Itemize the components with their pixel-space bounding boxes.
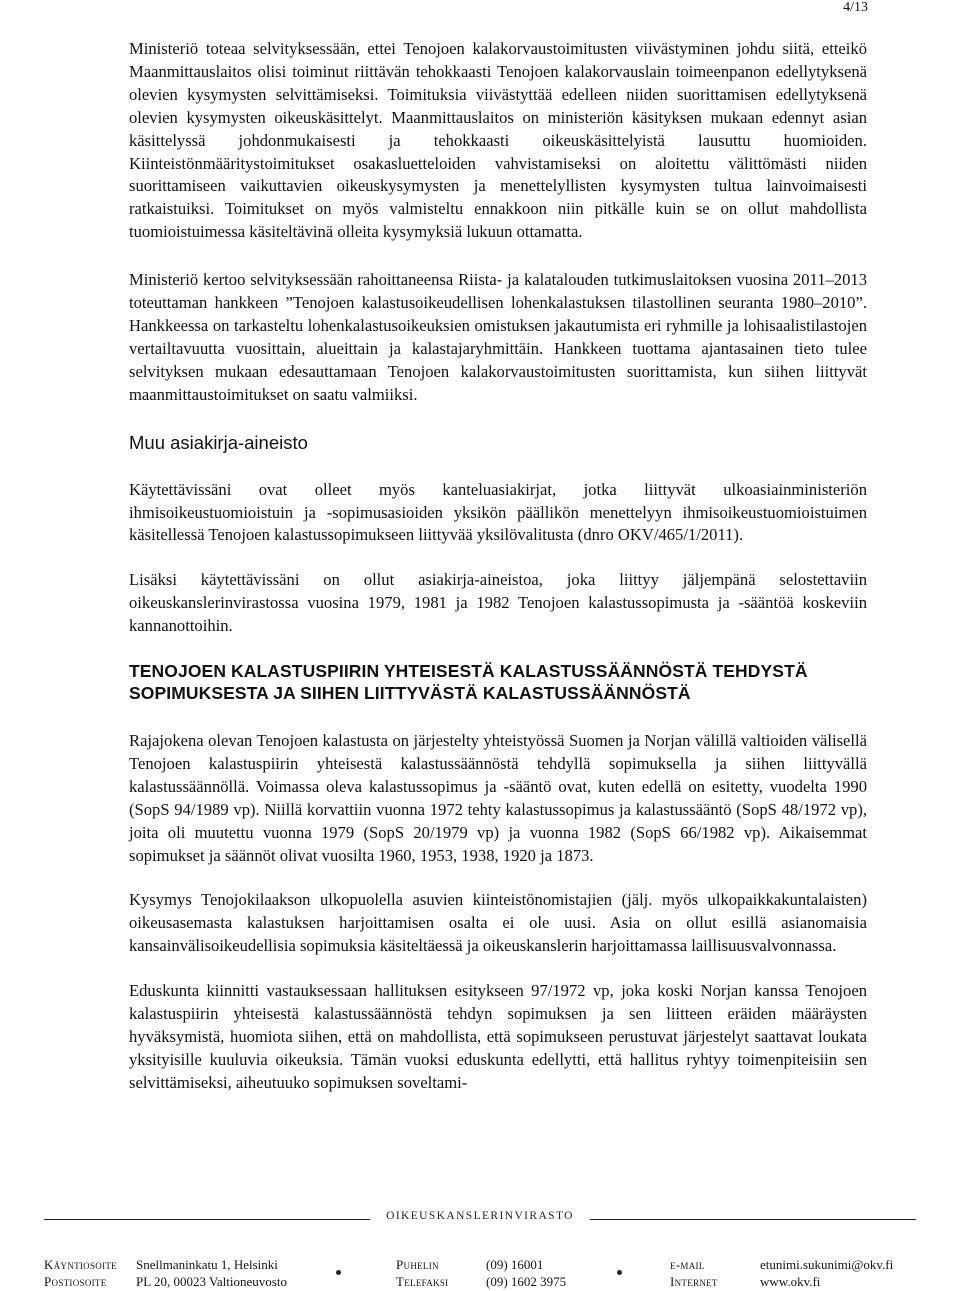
- footer-separator-dot: [336, 1270, 341, 1275]
- footer-web-value[interactable]: www.okv.fi: [760, 1274, 821, 1289]
- footer-separator-dot: [617, 1270, 622, 1275]
- paragraph-5: Rajajokena olevan Tenojoen kalastusta on järjestelty yhteistyössä Suomen ja Norjan välillä valtioiden välisellä Tenojoen kalastuspiirin yhteisestä kalastussäännöstä tehdyllä sopimuksella ja siihen liittyvällä kalastussäännöllä. Voimassa oleva kalastussopimus ja -sääntö ovat, kuten edellä on esitetty, vuodelta 1990 (SopS 94/1989 vp). Niillä korvattiin vuonna 1972 tehty kalastussopimus ja kalastussääntö (SopS 48/1972 vp), joita oli muutettu vuonna 1979 (SopS 20/1979 vp) ja vuonna 1982 (SopS 66/1982 vp). Aikaisemmat sopimukset ja säännöt olivat vuosilta 1960, 1953, 1938, 1920 ja 1873.: [129, 731, 867, 865]
- subheading-other-documents: Muu asiakirja-aineisto: [129, 431, 308, 453]
- document-body: [129, 38, 867, 1117]
- footer-divider-right: [590, 1219, 916, 1220]
- footer-web-label: Internet: [670, 1274, 718, 1289]
- paragraph-3: Käytettävissäni ovat olleet myös kanteluasiakirjat, jotka liittyvät ulkoasiainministeriön ihmisoikeustuomioistuin ja -sopimusasioiden yksikön päällikön menettelyyn ihmisoikeustuomioistuimen käsitellessä Tenojoen kalastussopimukseen liittyvää yksilövalitusta (dnro OKV/465/1/2011).: [129, 479, 867, 545]
- paragraph-7: Eduskunta kiinnitti vastauksessaan hallituksen esitykseen 97/1972 vp, joka koski Norjan kanssa Tenojoen kalastuspiirin yhteisestä kalastussäännöstä tehdyn sopimuksen ja sen liitteen eräiden määräysten hyväksymistä, huomiota siihen, että on mahdollista, että sopimukseen perustuvat järjestelyt saattavat loukata yksityisille kuuluvia oikeuksia. Tämän vuoksi eduskunta edellytti, että hallitus ryhtyy toimenpiteisiin sen selvittämiseksi, aiheutuuko sopimuksen soveltami-: [129, 981, 867, 1092]
- footer-divider-left: [44, 1219, 370, 1220]
- footer-fax-value: (09) 1602 3975: [486, 1274, 567, 1289]
- paragraph-4: Lisäksi käytettävissäni on ollut asiakirja-aineistoa, joka liittyy jäljempänä selostettaviin oikeuskanslerinvirastossa vuosina 1979, 1981 ja 1982 Tenojoen kalastussopimusta ja -sääntöä koskeviin kannanottoihin.: [129, 570, 867, 636]
- footer-visit-value: Snellmaninkatu 1, Helsinki: [136, 1257, 278, 1272]
- footer-phone-label: Puhelin: [396, 1257, 439, 1272]
- footer-email-value[interactable]: etunimi.sukunimi@okv.fi: [760, 1257, 894, 1272]
- paragraph-1: Ministeriö toteaa selvityksessään, ettei Tenojoen kalakorvaustoimitusten viivästyminen johdu siitä, etteikö Maanmittauslaitos olisi toiminut riittävän tehokkaasti Tenojoen kalakorvauslain toimeenpanon edellytyksenä olevien kysymysten selvittämiseksi. Toimituksia viivästyttää edelleen niiden suorittamisen edellytyksenä olevien kysymysten oikeuskäsittelyt. Maanmittauslaitos on ministeriön käsityksen mukaan edennyt asian käsittelyssä johdonmukaisesti ja tehokkaasti oikeuskäsittelyistä lausuttu huomioiden. Kiinteistönmääritystoimitukset osakasluetteloiden vahvistamiseksi on aloitettu välittömästi niiden suorittamiseen vaikuttavien oikeuskysymysten ja menettelyllisten kysymysten tultua lainvoimaisesti ratkaistuiksi. Toimitukset on myös valmisteltu ennakkoon niin pitkälle kuin se on ollut mahdollista tuomioistuimessa käsiteltävinä olleita kysymyksiä lukuun ottamatta.: [129, 39, 867, 242]
- footer-phone-value: (09) 16001: [486, 1257, 544, 1272]
- footer-post-label: Postiosoite: [44, 1274, 107, 1289]
- paragraph-2: Ministeriö kertoo selvityksessään rahoittaneensa Riista- ja kalatalouden tutkimuslaitoksen vuosina 2011–2013 toteuttaman hankkeen ”Tenojoen kalastusoikeudellisen lohenkalastuksen tilastollinen seuranta 1980–2010”. Hankkeessa on tarkasteltu lohenkalastusoikeuksien omistuksen jakautumista eri ryhmille ja lohisaalistilastojen vertailtavuutta vuosittain, alueittain ja kalastajaryhmittäin. Hankkeen tuottama ajantasainen tieto tulee selvityksen mukaan edesauttamaan Tenojoen kalakorvaustoimitusten suorittamista, kun siihen liittyvät maanmittaustoimitukset on saatu valmiiksi.: [129, 270, 867, 404]
- section-heading: TENOJOEN KALASTUSPIIRIN YHTEISESTÄ KALASTUSSÄÄNNÖSTÄ TEHDYSTÄ SOPIMUKSESTA JA SIIHEN LIITTYVÄSTÄ KALASTUSSÄÄNNÖSTÄ: [129, 661, 808, 704]
- footer-email-label: e-mail: [670, 1257, 705, 1272]
- paragraph-6: Kysymys Tenojokilaakson ulkopuolella asuvien kiinteistönomistajien (jälj. myös ulkopaikkakuntalaisten) oikeusasemasta kalastuksen harjoittamisen osalta ei ole uusi. Asia on ollut esillä asianomaisia kansainvälisoikeudellisia sopimuksia käsiteltäessä ja oikeuskanslerin harjoittamassa laillisuusvalvonnassa.: [129, 890, 867, 956]
- page-number: 4/13: [843, 0, 868, 15]
- footer-post-value: PL 20, 00023 Valtioneuvosto: [136, 1274, 287, 1289]
- footer-visit-label: Käyntiosoite: [44, 1257, 117, 1272]
- footer-fax-label: Telefaksi: [396, 1274, 449, 1289]
- footer-organization: OIKEUSKANSLERINVIRASTO: [386, 1210, 574, 1222]
